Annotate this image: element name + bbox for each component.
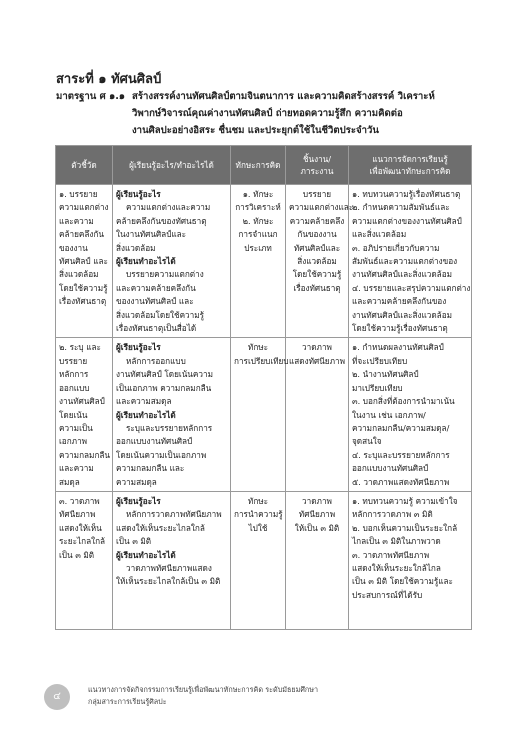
- indicator-line: ทัศนียภาพ: [59, 509, 96, 520]
- approach-line: งานทัศนศิลป์และสิ่งแวดล้อม: [352, 269, 453, 280]
- approach-line: ๓. วาดภาพทัศนียภาพ: [352, 549, 430, 560]
- work-line: วาดภาพ: [302, 342, 332, 353]
- work-line: โดยใช้ความรู้: [292, 269, 342, 280]
- approach-line: แสดงให้เห็นระยะใกล้ไกล: [352, 562, 441, 573]
- indicator-line: เรื่องทัศนธาตุ: [59, 296, 107, 307]
- indicator-line: ความแตกต่าง: [59, 202, 109, 213]
- learning-line: วาดภาพทัศนียภาพแสดง: [126, 562, 212, 573]
- table-row: [56, 491, 472, 629]
- approach-line: ที่จะเปรียบเทียบ: [352, 355, 408, 366]
- column-header: [231, 146, 286, 185]
- indicator-cell: [56, 491, 113, 629]
- column-header: [286, 146, 349, 185]
- indicator-cell: [56, 338, 113, 491]
- work-line: วาดภาพ: [302, 495, 332, 506]
- indicator-line: ทัศนศิลป์ และ: [59, 256, 108, 267]
- approach-line: และสิ่งแวดล้อม: [352, 229, 407, 240]
- indicator-line: โดยเน้น: [59, 409, 88, 420]
- page-number: ๔: [53, 691, 61, 702]
- learning-heading: ผู้เรียนทำอะไรได้: [116, 256, 176, 267]
- learning-line: ระบุและบรรยายหลักการ: [126, 422, 213, 433]
- work-line: เรื่องทัศนธาตุ: [293, 282, 341, 293]
- approach-line: สัมพันธ์และความแตกต่างของ: [352, 256, 458, 267]
- column-header: [349, 146, 472, 185]
- learning-line: งานทัศนศิลป์ โดยเน้นความ: [116, 369, 213, 380]
- approach-line: ๒. นำงานทัศนศิลป์: [352, 369, 419, 380]
- skill-cell: [231, 185, 286, 338]
- learning-heading: ผู้เรียนรู้อะไร: [116, 495, 161, 506]
- learning-cell: [113, 338, 231, 491]
- learning-line: ความสมดุล: [116, 476, 157, 487]
- work-cell: [286, 491, 349, 629]
- column-header-line: ชิ้นงาน/: [302, 154, 332, 164]
- indicator-line: และความ: [59, 215, 94, 226]
- learning-line: สิ่งแวดล้อมโดยใช้ความรู้: [116, 309, 205, 320]
- approach-line: ๑. ทบทวนความรู้เรื่องทัศนธาตุ: [352, 189, 461, 199]
- skill-cell: [231, 338, 289, 491]
- skill-line: ๑. ทักษะ: [242, 189, 274, 199]
- standard-line: สร้างสรรค์งานทัศนศิลป์ตามจินตนาการ และความคิดสร้างสรรค์ วิเคราะห์: [132, 91, 435, 102]
- skill-line: ทักษะ: [247, 495, 269, 506]
- learning-line: ความกลมกลืน และ: [116, 463, 185, 474]
- column-header-line: ผู้เรียนรู้อะไร/ทำอะไรได้: [129, 160, 214, 170]
- indicator-line: แสดงให้เห็น: [59, 522, 102, 533]
- learning-heading: ผู้เรียนรู้อะไร: [116, 189, 161, 199]
- work-cell: [286, 338, 349, 491]
- approach-line: ประสบการณ์ที่ได้รับ: [352, 589, 423, 600]
- indicator-line: ของงาน: [59, 242, 88, 253]
- table-row: [56, 338, 472, 491]
- column-header: [56, 146, 113, 185]
- column-header-line: ตัวชี้วัด: [71, 160, 97, 170]
- learning-cell: [113, 491, 231, 629]
- learning-line: บรรยายความแตกต่าง: [126, 269, 204, 280]
- approach-line: มาเปรียบเทียบ: [352, 382, 403, 393]
- approach-line: ออกแบบงานทัศนศิลป์: [352, 463, 429, 474]
- learning-cell: [113, 185, 231, 338]
- approach-line: ในงาน เช่น เอกภาพ/: [352, 409, 426, 420]
- learning-line: สิ่งแวดล้อม: [116, 242, 156, 253]
- approach-line: ๑. กำหนดผลงานทัศนศิลป์: [352, 342, 444, 353]
- skill-cell: [231, 491, 286, 629]
- learning-line: และความสมดุล: [116, 396, 172, 407]
- page-footer: [88, 684, 318, 708]
- work-line: ทัศนศิลป์และ: [293, 242, 341, 253]
- work-line: ความคล้ายคลึง: [289, 215, 345, 226]
- work-line: ทัศนียภาพ: [298, 509, 336, 520]
- learning-line: แสดงให้เห็นระยะไกลใกล้: [116, 522, 205, 533]
- learning-line: คล้ายคลึงกันของทัศนธาตุ: [116, 215, 207, 226]
- learning-heading: ผู้เรียนทำอะไรได้: [116, 409, 176, 420]
- footer-line: กลุ่มสาระการเรียนรู้ศิลปะ: [88, 697, 167, 706]
- learning-heading: ผู้เรียนรู้อะไร: [116, 342, 161, 353]
- table-header-row: [56, 146, 472, 185]
- approach-cell: [349, 338, 472, 491]
- skill-line: การเปรียบเทียบ: [234, 355, 289, 366]
- approach-line: และความคล้ายคลึงกันของ: [352, 296, 447, 307]
- column-header: [113, 146, 231, 185]
- standard-block: [56, 88, 476, 139]
- indicator-line: ๓. วาดภาพ: [59, 495, 100, 506]
- indicator-line: สิ่งแวดล้อม: [59, 269, 99, 280]
- work-line: ให้เป็น ๓ มิติ: [294, 522, 340, 533]
- work-cell: [286, 185, 354, 338]
- learning-line: โดยเน้นความเป็นเอกภาพ: [116, 449, 207, 460]
- standard-code: มาตรฐาน ศ ๑.๑: [56, 91, 125, 102]
- approach-line: ความกลมกลืน/ความสมดุล/: [352, 422, 450, 433]
- approach-line: โดยใช้ความรู้เรื่องทัศนธาตุ: [352, 323, 448, 334]
- approach-line: งานทัศนศิลป์และสิ่งแวดล้อม: [352, 309, 453, 320]
- learning-line: ในงานทัศนศิลป์และ: [116, 229, 187, 240]
- learning-line: และความคล้ายคลึงกัน: [116, 282, 196, 293]
- work-line: กันของงาน: [297, 229, 337, 240]
- approach-line: เป็น ๓ มิติ โดยใช้ความรู้และ: [352, 576, 453, 587]
- standard-text: [132, 88, 476, 139]
- approach-cell: [349, 491, 472, 629]
- approach-line: ๓. อภิปรายเกี่ยวกับความ: [352, 242, 440, 253]
- skill-line: ๒. ทักษะ: [242, 215, 274, 226]
- indicator-line: ๑. บรรยาย: [59, 189, 98, 199]
- indicator-line: งานทัศนศิลป์: [59, 396, 105, 407]
- page-number-badge: [44, 684, 70, 710]
- column-header-line: ภาระงาน: [300, 166, 334, 176]
- indicator-cell: [56, 185, 113, 338]
- approach-line: ๒. กำหนดความสัมพันธ์และ: [352, 202, 450, 213]
- learning-line: เป็น ๓ มิติ: [116, 536, 152, 547]
- skill-line: ไปใช้: [248, 522, 268, 533]
- work-line: แสดงทัศนียภาพ: [289, 355, 345, 366]
- work-line: ความแตกต่างและ: [289, 202, 354, 213]
- approach-line: ความแตกต่างของงานทัศนศิลป์: [352, 215, 462, 226]
- column-header-line: ทักษะการคิด: [235, 160, 281, 170]
- skill-line: ทักษะ: [247, 342, 269, 353]
- learning-line: ความแตกต่างและความ: [126, 202, 211, 213]
- standard-line: งานศิลปะอย่างอิสระ ชื่นชม และประยุกต์ใช้ในชีวิตประจำวัน: [132, 125, 379, 136]
- learning-line: เป็นเอกภาพ ความกลมกลืน: [116, 382, 212, 393]
- learning-line: หลักการออกแบบ: [126, 355, 186, 366]
- strand-title: สาระที่ ๑ ทัศนศิลป์: [56, 72, 162, 87]
- skill-line: การจำแนก: [238, 229, 278, 240]
- approach-line: ๔. ระบุและบรรยายหลักการ: [352, 449, 450, 460]
- indicator-line: เป็น ๓ มิติ: [59, 549, 95, 560]
- standard-line: วิพากษ์วิจารณ์คุณค่างานทัศนศิลป์ ถ่ายทอดความรู้สึก ความคิดต่อ: [132, 108, 403, 119]
- indicator-line: ๒. ระบุ และ: [59, 342, 101, 353]
- approach-line: ๑. ทบทวนความรู้ ความเข้าใจ: [352, 495, 458, 506]
- learning-line: ของงานทัศนศิลป์ และ: [116, 296, 194, 307]
- approach-line: ๒. บอกเห็นความเป็นระยะใกล้: [352, 522, 458, 533]
- approach-line: ๔. บรรยายและสรุปความแตกต่าง: [352, 282, 471, 293]
- approach-line: หลักการวาดภาพ ๓ มิติ: [352, 509, 433, 520]
- approach-cell: [349, 185, 472, 338]
- indicator-line: ออกแบบ: [59, 382, 90, 393]
- skill-line: ประเภท: [244, 242, 272, 253]
- approach-line: ๓. บอกสิ่งที่ต้องการนำมาเน้น: [352, 396, 455, 407]
- indicator-line: และความ: [59, 463, 94, 474]
- indicator-line: คล้ายคลึงกัน: [59, 229, 104, 240]
- work-line: สิ่งแวดล้อม: [297, 256, 337, 267]
- indicator-line: ความเป็น: [59, 422, 93, 433]
- indicator-line: โดยใช้ความรู้: [59, 282, 108, 293]
- indicator-line: ความกลมกลืน: [59, 449, 111, 460]
- indicator-line: หลักการ: [59, 369, 89, 380]
- learning-line: หลักการวาดภาพทัศนียภาพ: [126, 509, 222, 520]
- indicator-line: สมดุล: [59, 476, 80, 487]
- footer-line: แนวทางการจัดกิจกรรมการเรียนรู้เพื่อพัฒนาทักษะการคิด ระดับมัธยมศึกษา: [88, 685, 319, 694]
- learning-table: [55, 145, 472, 630]
- skill-line: การวิเคราะห์: [235, 202, 281, 213]
- indicator-line: บรรยาย: [59, 355, 88, 366]
- learning-line: ออกแบบงานทัศนศิลป์: [116, 436, 193, 447]
- learning-line: เรื่องทัศนธาตุเป็นสื่อได้: [116, 323, 197, 334]
- learning-line: ให้เห็นระยะไกลใกล้เป็น ๓ มิติ: [116, 576, 221, 587]
- approach-line: จุดสนใจ: [352, 436, 382, 447]
- indicator-line: ระยะไกลใกล้: [59, 536, 106, 547]
- work-line: บรรยาย: [302, 189, 332, 199]
- learning-heading: ผู้เรียนทำอะไรได้: [116, 549, 176, 560]
- approach-line: ๕. วาดภาพแสดงทัศนียภาพ: [352, 476, 450, 487]
- skill-line: การนำความรู้: [234, 509, 283, 520]
- column-header-line: เพื่อพัฒนาทักษะการคิด: [369, 166, 451, 176]
- table-row: [56, 185, 472, 338]
- approach-line: ไกลเป็น ๓ มิติในภาพวาด: [352, 536, 441, 547]
- table-body: [56, 185, 472, 630]
- column-header-line: แนวการจัดการเรียนรู้: [372, 154, 448, 164]
- indicator-line: เอกภาพ: [59, 436, 88, 447]
